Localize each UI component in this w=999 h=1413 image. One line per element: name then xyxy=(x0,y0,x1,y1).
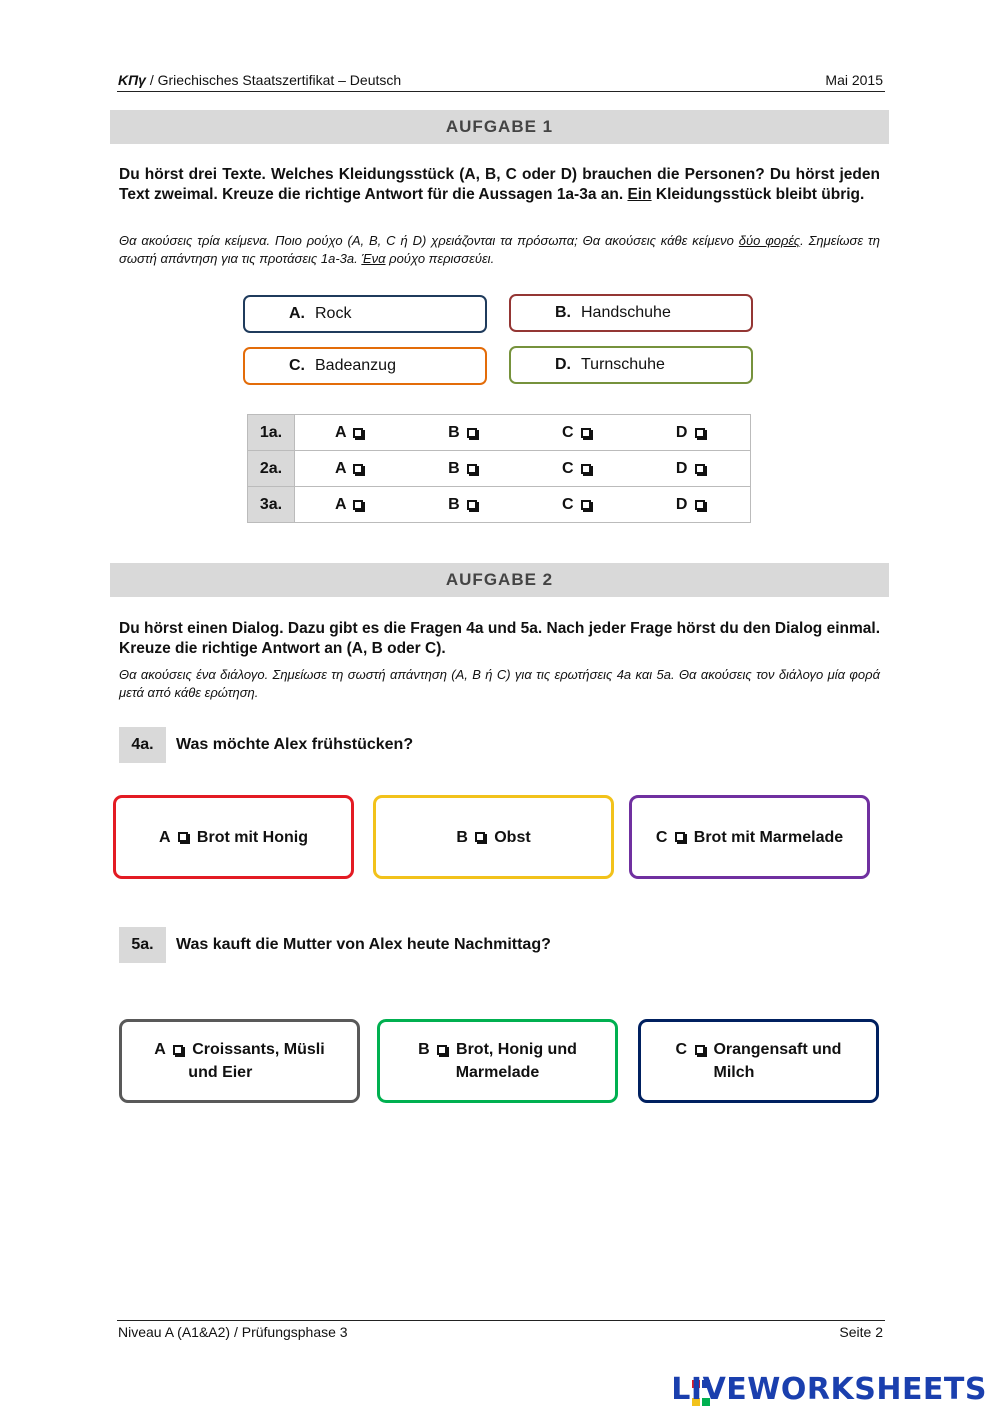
option-d-turnschuhe: D. Turnschuhe xyxy=(509,346,753,384)
checkbox-2a-d[interactable]: D xyxy=(636,451,751,487)
question-4a-number: 4a. xyxy=(119,727,166,763)
task2-banner: AUFGABE 2 xyxy=(110,563,889,597)
question-5a-number: 5a. xyxy=(119,927,166,963)
row-label: 3a. xyxy=(248,487,295,523)
row-label: 1a. xyxy=(248,415,295,451)
answer-5a-b[interactable]: B Brot, Honig und Marmelade xyxy=(377,1019,618,1103)
answer-5a-a[interactable]: A Croissants, Müsli und Eier xyxy=(119,1019,360,1103)
answer-5a-c[interactable]: C Orangensaft und Milch xyxy=(638,1019,879,1103)
task2-instructions-de: Du hörst einen Dialog. Dazu gibt es die Fragen 4a und 5a. Nach jeder Frage hörst du den Dialog einmal. Kreuze die richtige Antwort an (A, B oder C). xyxy=(119,620,880,657)
question-5a-text: Was kauft die Mutter von Alex heute Nachmittag? xyxy=(176,936,551,953)
header-title: ΚΠγ / Griechisches Staatszertifikat – Deutsch xyxy=(118,72,402,88)
row-label: 2a. xyxy=(248,451,295,487)
checkbox-3a-d[interactable]: D xyxy=(636,487,751,523)
option-a-rock: A. Rock xyxy=(243,295,487,333)
checkbox-2a-b[interactable]: B xyxy=(408,451,522,487)
checkbox-1a-d[interactable]: D xyxy=(636,415,751,451)
task1-instructions-de: Du hörst drei Texte. Welches Kleidungsstück (A, B, C oder D) brauchen die Personen? Du hörst jeden Text zweimal. Kreuze die richtige Antwort für die Aussagen 1a-3a an. Ein Kleidungsstück bleibt übrig. xyxy=(119,166,880,203)
question-4a-text: Was möchte Alex frühstücken? xyxy=(176,736,414,753)
checkbox-2a-a[interactable]: A xyxy=(295,451,409,487)
table-row xyxy=(248,415,751,451)
liveworksheets-brand[interactable]: LIVEWORKSHEETS xyxy=(671,1372,987,1407)
task1-instructions-gr: Θα ακούσεις τρία κείμενα. Ποιο ρούχο (A, B, C ή D) χρειάζονται τα πρόσωπα; Θα ακούσεις κάθε κείμενο δύο φορές. Σημείωσε τη σωστή απάντηση για τις προτάσεις 1a-3a. Ένα ρούχο περισσεύει. xyxy=(119,233,881,266)
header-divider xyxy=(117,91,885,92)
checkbox-1a-c[interactable]: C xyxy=(522,415,636,451)
task1-banner: AUFGABE 1 xyxy=(110,110,889,144)
answer-4a-a[interactable]: A Brot mit Honig xyxy=(113,795,354,879)
checkbox-1a-a[interactable]: A xyxy=(295,415,409,451)
checkbox-2a-c[interactable]: C xyxy=(522,451,636,487)
header-date: Mai 2015 xyxy=(825,72,883,88)
table-row xyxy=(248,487,751,523)
option-c-badeanzug: C. Badeanzug xyxy=(243,347,487,385)
option-b-handschuhe: B. Handschuhe xyxy=(509,294,753,332)
table-row xyxy=(248,451,751,487)
task2-instructions-gr: Θα ακούσεις ένα διάλογο. Σημείωσε τη σωστή απάντηση (A, B ή C) για τις ερωτήσεις 4a και 5a. Θα ακούσεις τον διάλογο μία φορά μετά από κάθε ερώτηση. xyxy=(119,667,880,700)
checkbox-1a-b[interactable]: B xyxy=(408,415,522,451)
checkbox-3a-b[interactable]: B xyxy=(408,487,522,523)
footer-page: Seite 2 xyxy=(839,1324,883,1340)
answer-4a-b[interactable]: B Obst xyxy=(373,795,614,879)
footer-level: Niveau A (A1&A2) / Prüfungsphase 3 xyxy=(118,1324,348,1340)
checkbox-3a-a[interactable]: A xyxy=(295,487,409,523)
answer-4a-c[interactable]: C Brot mit Marmelade xyxy=(629,795,870,879)
task1-answer-table xyxy=(247,414,751,523)
footer-divider xyxy=(117,1320,885,1321)
checkbox-3a-c[interactable]: C xyxy=(522,487,636,523)
